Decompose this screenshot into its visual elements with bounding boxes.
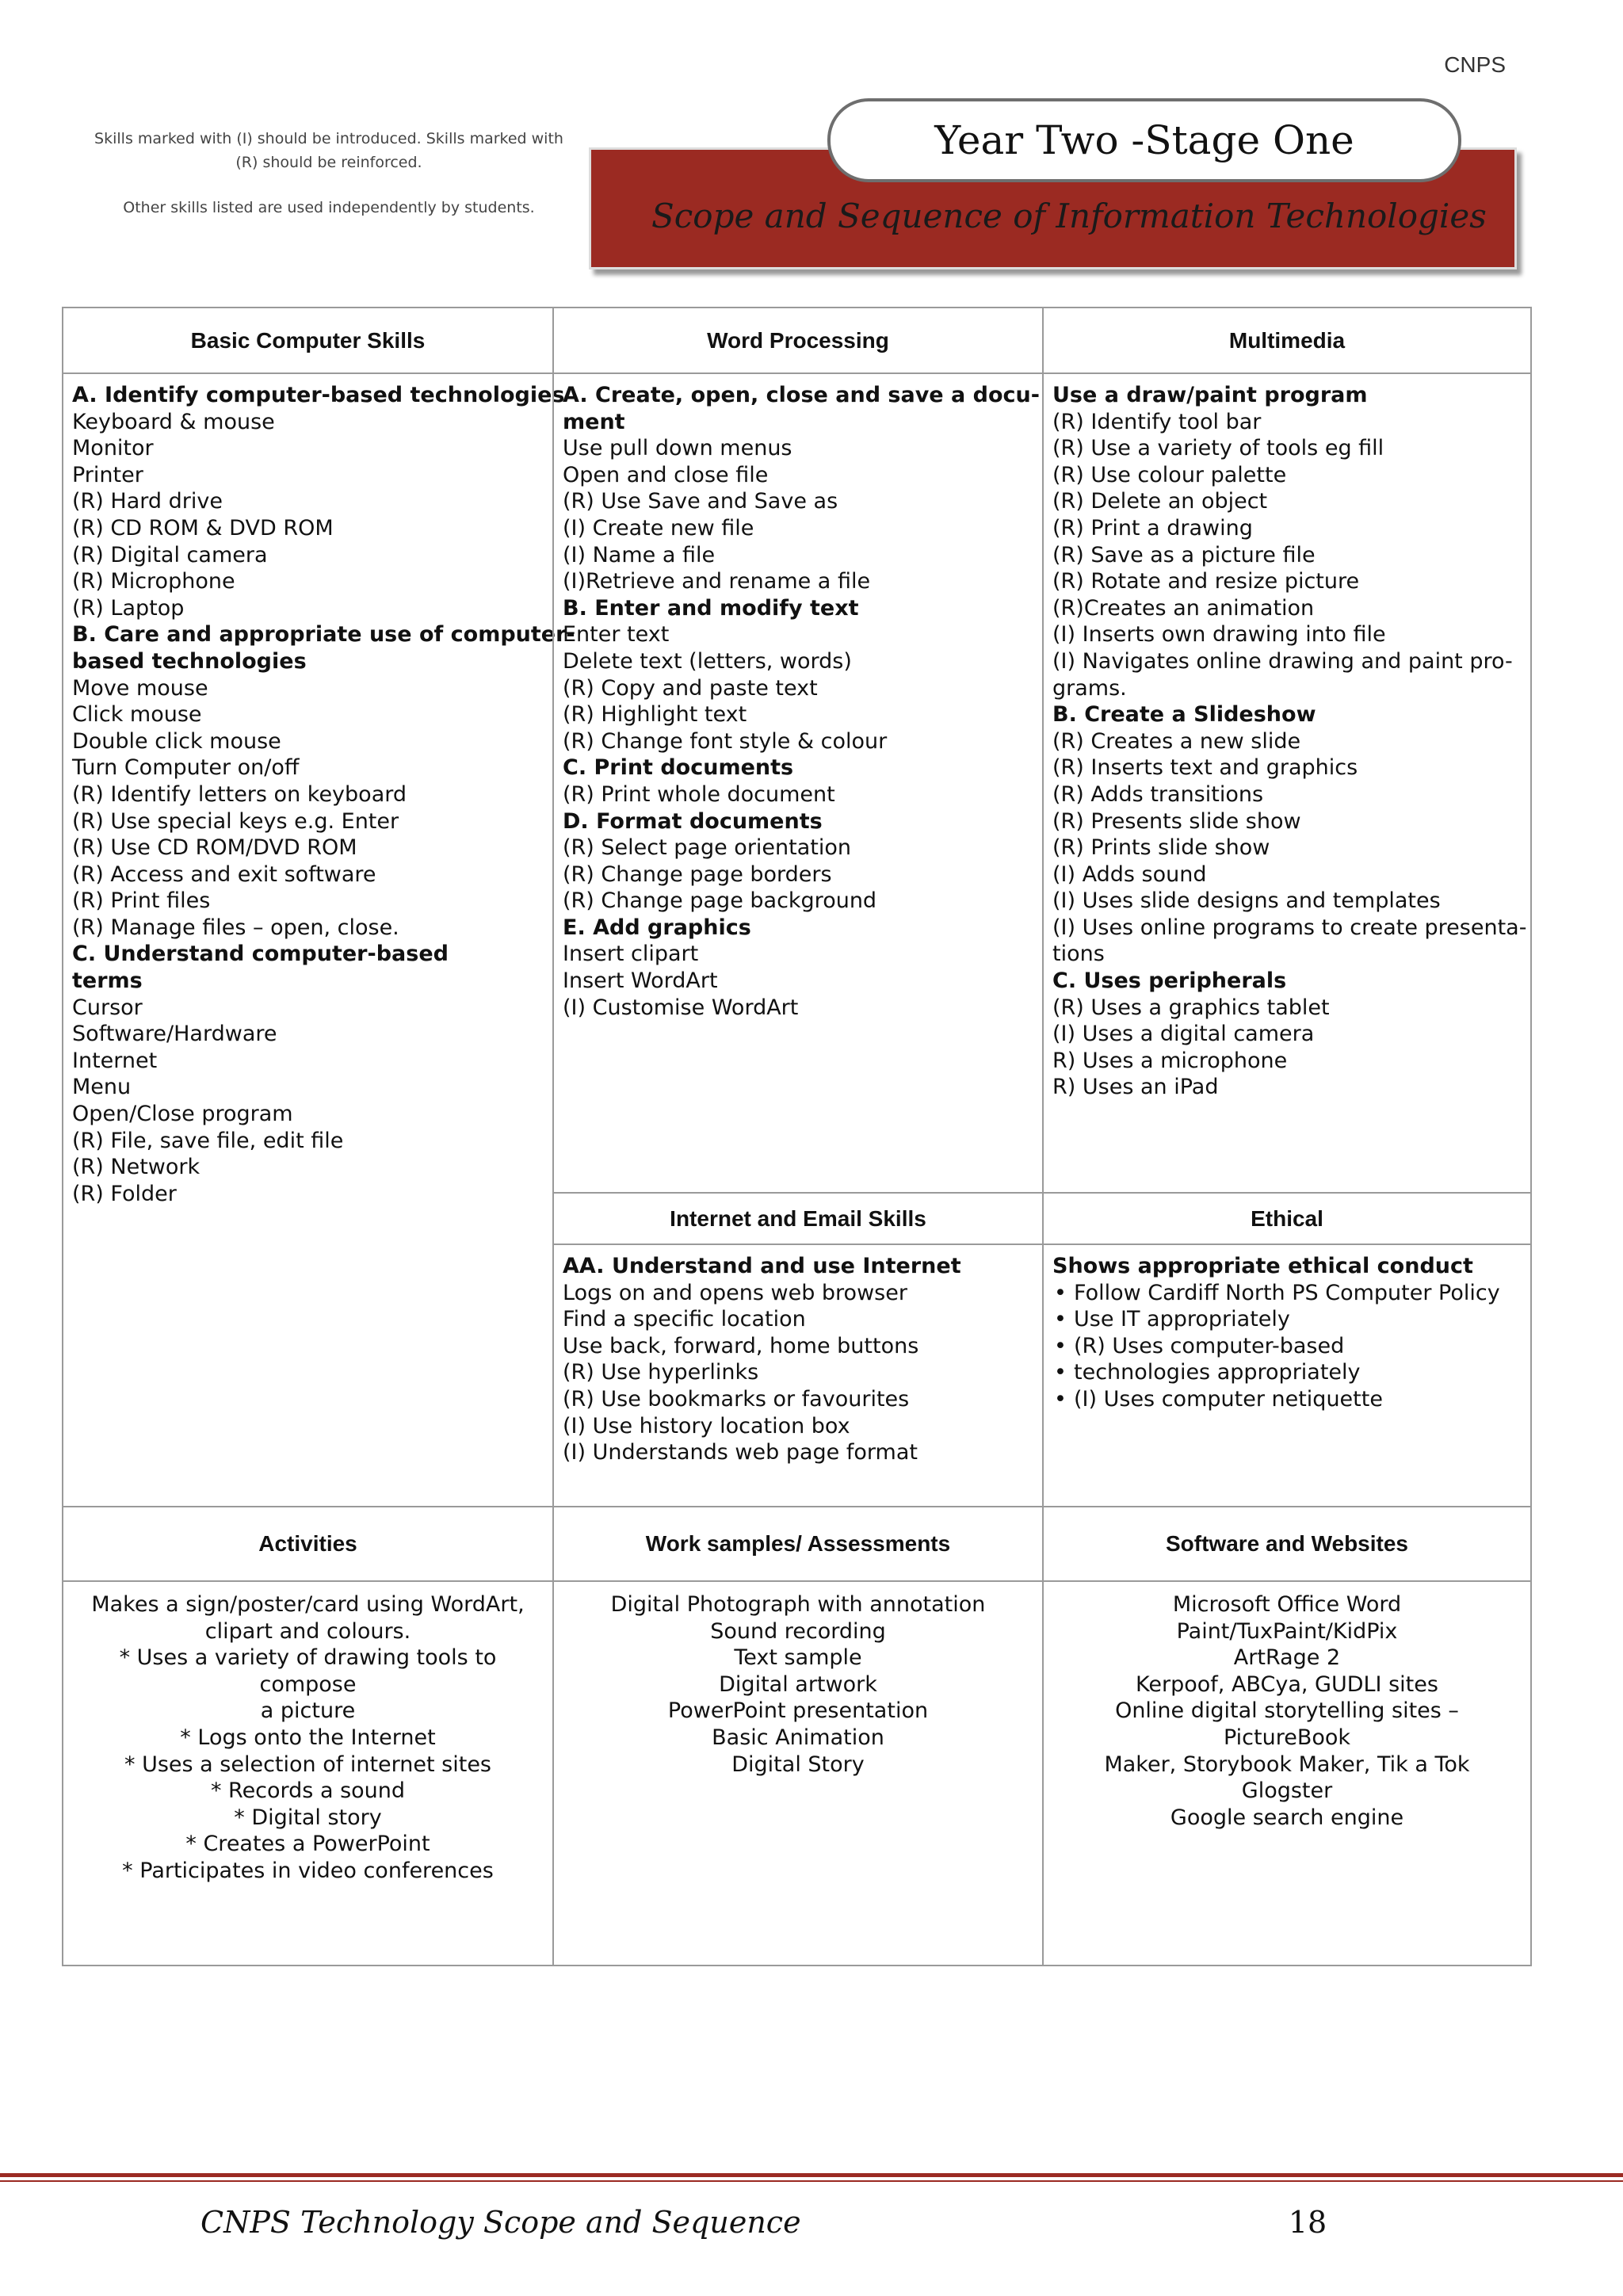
title-pill <box>827 98 1461 182</box>
list-item: (R) Use colour palette <box>1052 462 1287 487</box>
list-item: Enter text <box>563 622 670 648</box>
list-item: (R) Use Save and Save as <box>563 489 838 514</box>
list-item: (R) Digital camera <box>72 542 268 567</box>
section-heading: D. Format documents <box>563 808 823 834</box>
list-item: Open/Close program <box>72 1102 293 1127</box>
list-item: (R)Creates an animation <box>1052 595 1315 621</box>
list-item: Software/Hardware <box>72 1022 277 1047</box>
list-item: Glogster <box>1241 1778 1333 1804</box>
list-item: (R) Uses a graphics tablet <box>1052 995 1330 1020</box>
list-item: Delete text (letters, words) <box>563 648 852 674</box>
list-item: Basic Animation <box>712 1725 884 1750</box>
basic-skills-cell <box>62 372 575 1507</box>
list-item: Turn Computer on/off <box>72 755 300 781</box>
word-processing-header: Word Processing <box>552 307 1044 374</box>
internet-email-cell <box>552 1244 1044 1507</box>
list-item: Digital artwork <box>719 1671 877 1697</box>
list-item: (I) Adds sound <box>1052 861 1207 887</box>
section-heading: C. Uses peripherals <box>1052 968 1287 994</box>
list-item: (I) Uses slide designs and templates <box>1052 888 1441 914</box>
list-item: (R) Identify tool bar <box>1052 409 1262 434</box>
list-item: (R) Use a variety of tools eg fill <box>1052 436 1384 461</box>
school-label: CNPS <box>1444 52 1506 77</box>
legend-note <box>79 127 579 174</box>
list-item: grams. <box>1052 675 1127 701</box>
software-websites-header: Software and Websites <box>1042 1506 1532 1582</box>
list-item: Maker, Storybook Maker, Tik a Tok <box>1104 1752 1470 1777</box>
list-item: Text sample <box>734 1645 862 1671</box>
bullet-item: • technologies appropriately <box>1052 1359 1522 1386</box>
list-item: (I) Uses a digital camera <box>1052 1022 1315 1047</box>
list-item: (R) Manage files – open, close. <box>72 915 399 940</box>
list-item: (R) Use bookmarks or favourites <box>563 1386 910 1412</box>
list-item: (R) Microphone <box>72 569 235 594</box>
list-item: (R) Identify letters on keyboard <box>72 781 407 807</box>
list-item: * Uses a selection of internet sites <box>124 1752 491 1777</box>
list-item: (I) Create new file <box>563 515 754 541</box>
list-item: Find a specific location <box>563 1307 806 1332</box>
list-item: tions <box>1052 942 1105 967</box>
list-item: (I) Customise WordArt <box>563 995 799 1020</box>
section-heading: based technologies <box>72 648 307 674</box>
bullet-item: • Use IT appropriately <box>1052 1306 1522 1333</box>
list-item: (R) Use CD ROM/DVD ROM <box>72 835 357 861</box>
list-item: Keyboard & mouse <box>72 409 275 434</box>
list-item: (R) Copy and paste text <box>563 675 818 701</box>
list-item: Online digital storytelling sites – PictureBook <box>1115 1698 1459 1750</box>
list-item: Internet <box>72 1048 158 1073</box>
word-processing-cell <box>552 372 1044 1194</box>
list-item: Printer <box>72 462 143 487</box>
list-item: * Records a sound <box>210 1778 406 1804</box>
page-title: Year Two -Stage One <box>934 117 1354 163</box>
list-item: clipart and colours. <box>204 1618 411 1644</box>
independent-note: Other skills listed are used independently by students. <box>123 199 535 216</box>
section-heading: E. Add graphics <box>563 915 751 940</box>
section-heading: B. Create a Slideshow <box>1052 702 1316 728</box>
list-item: (R) Network <box>72 1155 200 1180</box>
list-item: R) Uses an iPad <box>1052 1075 1219 1100</box>
list-item: PowerPoint presentation <box>667 1698 929 1724</box>
list-item: (R) Presents slide show <box>1052 808 1301 834</box>
list-item: Cursor <box>72 995 143 1020</box>
list-item: (R) Print files <box>72 888 211 914</box>
section-heading: Use a draw/paint program <box>1052 383 1368 407</box>
list-item: Insert WordArt <box>563 968 718 994</box>
list-item: (R) Adds transitions <box>1052 781 1264 807</box>
list-item: (R) Highlight text <box>563 702 747 728</box>
list-item: (R) Rotate and resize picture <box>1052 569 1360 594</box>
section-heading: Shows appropriate ethical conduct <box>1052 1254 1473 1278</box>
list-item: Double click mouse <box>72 728 281 754</box>
footer-rule-thin <box>0 2180 1623 2182</box>
list-item: (R) Change page background <box>563 888 877 914</box>
legend-note-line: (R) should be reinforced. <box>235 154 422 171</box>
footer-title: CNPS Technology Scope and Sequence <box>200 2205 801 2240</box>
ethical-header: Ethical <box>1042 1192 1532 1245</box>
list-item: Open and close file <box>563 462 769 487</box>
list-item: Digital Photograph with annotation <box>610 1592 986 1617</box>
list-item: (R) Select page orientation <box>563 835 851 861</box>
page-number: 18 <box>1288 2205 1327 2240</box>
section-heading: terms <box>72 968 143 994</box>
list-item: (I) Uses online programs to create presenta- <box>1052 915 1527 940</box>
page-subtitle: Scope and Sequence of Information Technologies <box>651 197 1487 235</box>
list-item: (R) Folder <box>72 1181 177 1206</box>
list-item: (R) Prints slide show <box>1052 835 1270 861</box>
list-item: Google search engine <box>1170 1805 1404 1830</box>
list-item: * Logs onto the Internet <box>180 1725 436 1750</box>
list-item: (R) Print whole document <box>563 781 835 807</box>
section-heading: A. Create, open, close and save a docu- <box>563 383 1040 407</box>
list-item: (R) Delete an object <box>1052 489 1268 514</box>
section-heading: AA. Understand and use Internet <box>563 1254 961 1278</box>
list-item: (R) Access and exit software <box>72 861 376 887</box>
legend-note-line: Skills marked with (I) should be introduced. Skills marked with <box>94 130 563 147</box>
list-item: * Participates in video conferences <box>122 1858 494 1883</box>
footer-rule <box>0 2173 1623 2177</box>
list-item: (I) Navigates online drawing and paint pro- <box>1052 648 1513 674</box>
list-item: (R) Change font style & colour <box>563 728 888 754</box>
basic-skills-header: Basic Computer Skills <box>62 307 554 374</box>
list-item: Menu <box>72 1075 132 1100</box>
list-item: (R) Print a drawing <box>1052 515 1253 541</box>
work-samples-cell <box>552 1580 1044 1966</box>
bullet-item: • (I) Uses computer netiquette <box>1052 1386 1522 1413</box>
list-item: (R) Creates a new slide <box>1052 728 1301 754</box>
list-item: (R) Laptop <box>72 595 185 621</box>
list-item: (I) Inserts own drawing into file <box>1052 622 1386 648</box>
activities-header: Activities <box>62 1506 554 1582</box>
list-item: * Uses a variety of drawing tools to compose <box>119 1645 497 1697</box>
list-item: Use pull down menus <box>563 436 792 461</box>
list-item: Move mouse <box>72 675 208 701</box>
section-heading: A. Identify computer-based technologies <box>72 383 565 407</box>
list-item: (R) Save as a picture file <box>1052 542 1316 567</box>
list-item: Makes a sign/poster/card using WordArt, <box>91 1592 525 1617</box>
list-item: Insert clipart <box>563 942 699 967</box>
list-item: (I) Understands web page format <box>563 1440 918 1465</box>
list-item: Use back, forward, home buttons <box>563 1333 919 1358</box>
list-item: Kerpoof, ABCya, GUDLI sites <box>1136 1671 1438 1697</box>
list-item: (I) Name a file <box>563 542 716 567</box>
list-item: * Digital story <box>234 1805 382 1830</box>
list-item: Logs on and opens web browser <box>563 1280 907 1305</box>
section-heading: B. Enter and modify text <box>563 595 859 621</box>
multimedia-cell <box>1042 372 1532 1194</box>
section-heading: B. Care and appropriate use of computer- <box>72 622 575 648</box>
section-heading: ment <box>563 409 625 434</box>
list-item: (R) CD ROM & DVD ROM <box>72 515 334 541</box>
work-samples-header: Work samples/ Assessments <box>552 1506 1044 1582</box>
software-websites-cell <box>1042 1580 1532 1966</box>
list-item: (I)Retrieve and rename a file <box>563 569 871 594</box>
list-item: * Creates a PowerPoint <box>185 1832 430 1857</box>
bullet-item: • (R) Uses computer-based <box>1052 1333 1522 1360</box>
list-item: (R) Use hyperlinks <box>563 1360 759 1385</box>
list-item: Digital Story <box>731 1752 865 1777</box>
section-heading: C. Print documents <box>563 755 794 781</box>
list-item: Sound recording <box>710 1618 886 1644</box>
list-item: Paint/TuxPaint/KidPix <box>1176 1618 1398 1644</box>
activities-cell <box>62 1580 554 1966</box>
list-item: Click mouse <box>72 702 202 728</box>
section-heading: C. Understand computer-based <box>72 942 449 967</box>
list-item: (R) Hard drive <box>72 489 223 514</box>
list-item: (I) Use history location box <box>563 1413 850 1438</box>
internet-email-header: Internet and Email Skills <box>552 1192 1044 1245</box>
list-item: (R) Use special keys e.g. Enter <box>72 808 399 834</box>
list-item: ArtRage 2 <box>1233 1645 1341 1671</box>
list-item: (R) Change page borders <box>563 861 832 887</box>
ethical-cell <box>1042 1244 1532 1507</box>
list-item: (R) Inserts text and graphics <box>1052 755 1358 781</box>
list-item: R) Uses a microphone <box>1052 1048 1288 1073</box>
list-item: Monitor <box>72 436 154 461</box>
list-item: Microsoft Office Word <box>1172 1592 1402 1617</box>
list-item: a picture <box>260 1698 356 1724</box>
bullet-item: • Follow Cardiff North PS Computer Policy <box>1052 1280 1522 1307</box>
multimedia-header: Multimedia <box>1042 307 1532 374</box>
list-item: (R) File, save file, edit file <box>72 1128 344 1153</box>
